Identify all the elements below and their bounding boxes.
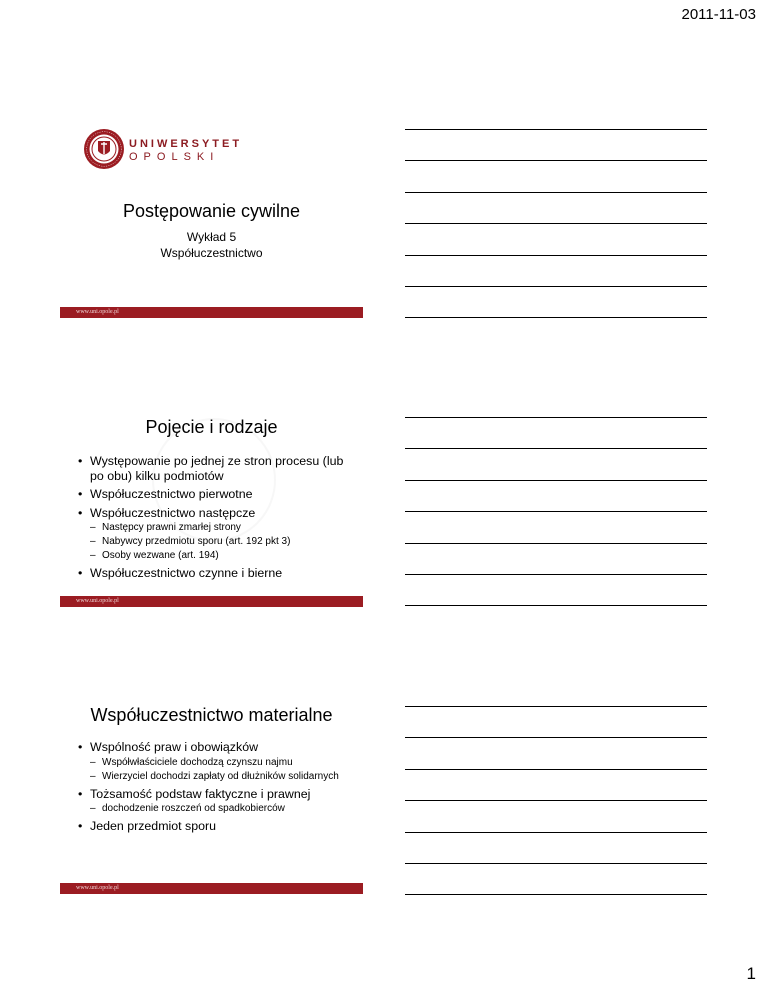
slide-footer-bar <box>60 883 363 894</box>
note-line <box>405 800 707 801</box>
note-line <box>405 448 707 449</box>
note-line <box>405 769 707 770</box>
note-line <box>405 129 707 130</box>
footer-url: www.uni.opole.pl <box>76 598 119 604</box>
note-line <box>405 192 707 193</box>
note-line <box>405 574 707 575</box>
sub-bullet-item: – Następcy prawni zmarłej strony <box>90 522 358 534</box>
notes-lines-2 <box>405 417 707 607</box>
page-date: 2011-11-03 <box>681 6 756 23</box>
sub-bullet-list <box>90 522 358 562</box>
slide-footer-bar <box>60 307 363 318</box>
note-line <box>405 317 707 318</box>
logo-name-line1: UNIWERSYTET <box>129 138 243 150</box>
bullet-list <box>78 740 358 838</box>
note-line <box>405 832 707 833</box>
note-line <box>405 706 707 707</box>
slide-title: Współuczestnictwo materialne <box>90 705 333 725</box>
sub-bullet-item: – Współwłaściciele dochodzą czynszu najmu <box>90 757 358 769</box>
slide-footer-bar <box>60 596 363 607</box>
bullet-item: • Współuczestnictwo czynne i bierne <box>78 566 358 581</box>
footer-url: www.uni.opole.pl <box>76 309 119 315</box>
logo-name-line2: OPOLSKI <box>129 151 220 163</box>
note-line <box>405 160 707 161</box>
slide-subtitle-topic: Współuczestnictwo <box>160 246 263 260</box>
bullet-item: • Występowanie po jednej ze stron procesu (lub po obu) kilku podmiotów <box>78 454 358 483</box>
bullet-item: • Tożsamość podstaw faktyczne i prawnej – dochodzenie roszczeń od spadkobierców <box>78 787 358 816</box>
note-line <box>405 543 707 544</box>
note-line <box>405 255 707 256</box>
page-number: 1 <box>746 964 756 983</box>
sub-bullet-item: – dochodzenie roszczeń od spadkobierców <box>90 803 358 815</box>
bullet-item: • Jeden przedmiot sporu <box>78 819 358 834</box>
note-line <box>405 894 707 895</box>
slide-3 <box>60 703 363 897</box>
bullet-item: • Wspólność praw i obowiązków – Współwłaściciele dochodzą czynszu najmu – Wierzyciel dochodzi zapłaty od dłużników solidarnych <box>78 740 358 783</box>
note-line <box>405 605 707 606</box>
bullet-item: • Współuczestnictwo następcze – Następcy prawni zmarłej strony – Nabywcy przedmiotu sporu (art. 192 pkt 3) – Osoby wezwane (art. 194) <box>78 506 358 563</box>
slide-1 <box>60 80 363 320</box>
note-line <box>405 223 707 224</box>
notes-lines-3 <box>405 706 707 896</box>
sub-bullet-item: – Nabywcy przedmiotu sporu (art. 192 pkt 3) <box>90 536 358 548</box>
slide-title: Postępowanie cywilne <box>122 201 301 221</box>
university-seal-icon <box>82 127 126 171</box>
note-line <box>405 511 707 512</box>
note-line <box>405 480 707 481</box>
note-line <box>405 286 707 287</box>
slide-subtitle-lecture: Wykład 5 <box>186 230 237 244</box>
note-line <box>405 737 707 738</box>
note-line <box>405 417 707 418</box>
bullet-item: • Współuczestnictwo pierwotne <box>78 487 358 502</box>
sub-bullet-item: – Osoby wezwane (art. 194) <box>90 550 358 562</box>
note-line <box>405 863 707 864</box>
university-logo <box>82 127 243 171</box>
slide-2 <box>60 412 363 608</box>
bullet-list <box>78 454 358 585</box>
sub-bullet-item: – Wierzyciel dochodzi zapłaty od dłużników solidarnych <box>90 771 358 783</box>
footer-url: www.uni.opole.pl <box>76 885 119 891</box>
sub-bullet-list <box>90 803 358 815</box>
sub-bullet-list <box>90 757 358 783</box>
slide-title: Pojęcie i rodzaje <box>145 417 278 437</box>
notes-lines-1 <box>405 129 707 319</box>
